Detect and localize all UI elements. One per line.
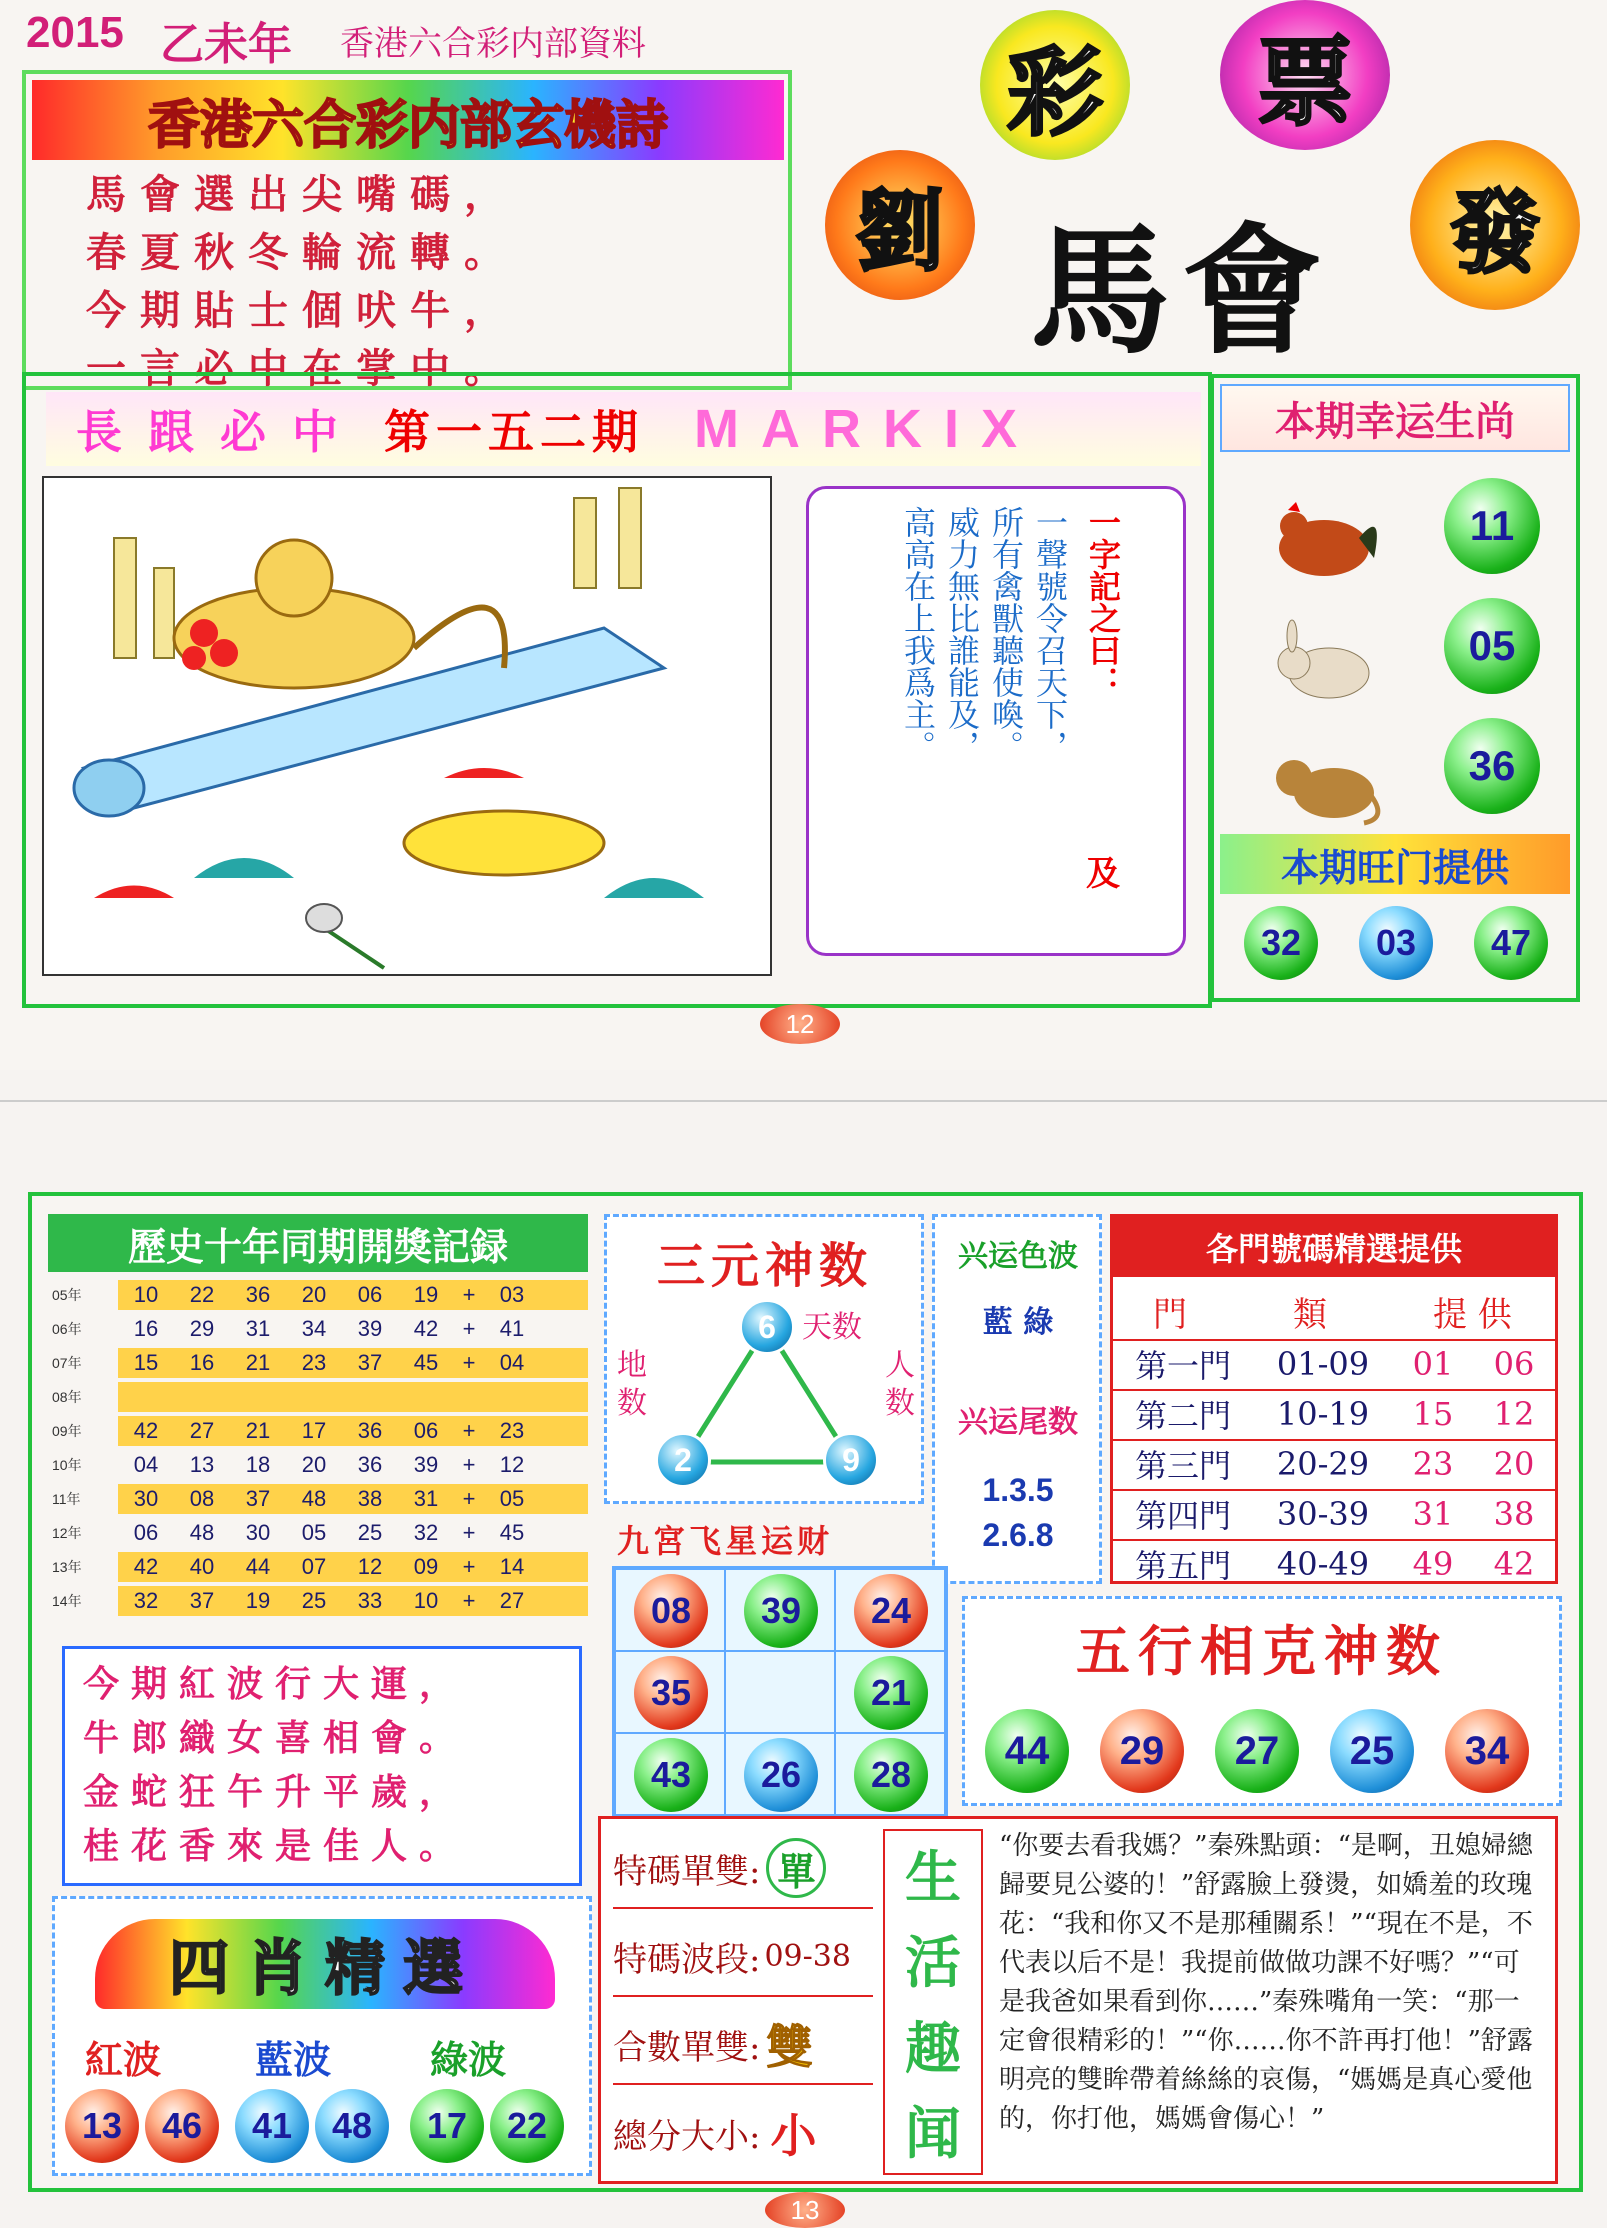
history-number: 48 (189, 1520, 215, 1545)
history-year: 11年 (52, 1491, 81, 1507)
palace-ball: 43 (634, 1738, 708, 1812)
palace-cell (724, 1568, 836, 1652)
red-poem-line: 桂花香來是佳人。 (83, 1825, 468, 1867)
history-number: 29 (189, 1316, 215, 1341)
title-char-2: 票 (1220, 0, 1390, 150)
rooster-image (1264, 498, 1384, 588)
history-number: 06 (357, 1282, 383, 1307)
top-page (0, 0, 1607, 1070)
sanyuan-left-label: 地数 (617, 1348, 647, 1421)
history-number: 20 (301, 1282, 327, 1307)
scroll-text (896, 506, 1072, 886)
main-frame (22, 372, 1212, 1008)
history-year: 05年 (52, 1287, 82, 1303)
fine-picks-title: 四肖精選 (95, 1919, 555, 2009)
poem-line: 今期貼士個吠牛， (86, 287, 518, 334)
history-plus: + (462, 1486, 476, 1511)
history-number: 20 (301, 1452, 327, 1477)
history-number: 32 (413, 1520, 439, 1545)
history-number: 33 (357, 1588, 383, 1613)
doors-header-door: 門 (1153, 1295, 1187, 1335)
wuxing-box (962, 1596, 1562, 1806)
history-row (48, 1516, 568, 1550)
history-box (48, 1214, 588, 1634)
palace-ball: 26 (744, 1738, 818, 1812)
history-number: 17 (301, 1418, 327, 1443)
lucky-zodiac-title: 本期幸运生尚 (1220, 384, 1570, 452)
special-r2-label: 特碼波段: (613, 1939, 761, 1980)
history-special: 27 (499, 1588, 525, 1613)
scroll-line: 高高在上我爲主。 (899, 506, 937, 762)
hot-ball: 03 (1359, 906, 1433, 980)
scroll-answer: 及 (1086, 854, 1120, 894)
sanyuan-right-label: 人数 (885, 1348, 915, 1421)
wuxing-ball: 34 (1445, 1709, 1529, 1793)
history-year: 13年 (52, 1559, 82, 1575)
hot-ball: 47 (1474, 906, 1548, 980)
palace-ball: 39 (744, 1574, 818, 1648)
pick-ball: 13 (65, 2089, 139, 2163)
history-number: 09 (413, 1554, 439, 1579)
page-number-top: 12 (760, 1004, 840, 1044)
history-number: 19 (245, 1588, 271, 1613)
palace-cell (834, 1650, 946, 1734)
door-pick-b: 42 (1473, 1539, 1555, 1587)
history-number: 06 (413, 1418, 439, 1443)
special-r2 (613, 1917, 873, 1997)
red-poem-lines (83, 1657, 467, 1873)
door-pick-b: 38 (1473, 1489, 1555, 1537)
history-year: 12年 (52, 1525, 82, 1541)
history-number: 21 (245, 1418, 271, 1443)
history-number: 39 (357, 1316, 383, 1341)
door-range: 20-29 (1253, 1439, 1393, 1487)
door-range: 40-49 (1253, 1539, 1393, 1587)
history-number: 42 (133, 1554, 159, 1579)
history-row (48, 1414, 568, 1448)
banner (46, 392, 1201, 466)
title-char-right: 發 (1410, 140, 1580, 310)
rabbit-image (1264, 618, 1384, 708)
palace-cell (614, 1650, 726, 1734)
poem-box (22, 70, 792, 390)
history-plus: + (462, 1554, 476, 1579)
history-table (48, 1278, 588, 1628)
poem-lines (86, 166, 518, 398)
history-number: 04 (133, 1452, 159, 1477)
palace-cell (724, 1732, 836, 1816)
palace-cell (834, 1568, 946, 1652)
door-pick-a: 49 (1393, 1539, 1473, 1587)
monkey-scene-image (44, 478, 770, 974)
color-wave-box (932, 1214, 1102, 1584)
history-number: 48 (301, 1486, 327, 1511)
history-number: 31 (413, 1486, 439, 1511)
history-year: 07年 (52, 1355, 82, 1371)
history-number: 18 (245, 1452, 271, 1477)
pick-ball: 48 (315, 2089, 389, 2163)
history-year: 14年 (52, 1593, 82, 1609)
poem-line: 馬會選出尖嘴碼， (86, 171, 518, 218)
sanyuan-top-ball: 6 (739, 1299, 795, 1355)
red-poem-line: 牛郎織女喜相會。 (83, 1717, 468, 1759)
history-number: 31 (245, 1316, 271, 1341)
history-number: 06 (133, 1520, 159, 1545)
red-poem-line: 今期紅波行大運， (83, 1663, 468, 1705)
life-title-char: 趣 (905, 2015, 961, 2082)
history-row (48, 1346, 568, 1380)
special-r4-value: 小 (770, 2109, 817, 2163)
history-number: 36 (357, 1418, 383, 1443)
sanyuan-right-ball: 9 (823, 1432, 879, 1488)
history-plus: + (462, 1350, 476, 1375)
palace-ball: 24 (854, 1574, 928, 1648)
bottom-page (28, 1192, 1583, 2192)
history-number: 37 (189, 1588, 215, 1613)
history-number: 42 (413, 1316, 439, 1341)
history-number: 07 (301, 1554, 327, 1579)
palace-ball: 35 (634, 1656, 708, 1730)
page-number-bottom: 13 (765, 2192, 845, 2228)
sanyuan-top-label: 天数 (802, 1310, 862, 1345)
sanyuan-title: 三元神数 (656, 1238, 873, 1294)
history-number: 22 (189, 1282, 215, 1307)
pick-ball: 22 (490, 2089, 564, 2163)
special-r1 (613, 1829, 873, 1909)
red-poem-line: 金蛇狂午升平歲， (83, 1771, 468, 1813)
history-special: 05 (499, 1486, 525, 1511)
scroll-line: 威力無比誰能及， (943, 506, 981, 762)
tail-title: 兴运尾数 (958, 1405, 1078, 1440)
scroll-line: 一聲號令召天下， (1031, 506, 1069, 762)
scroll (786, 476, 1206, 976)
year-label: 2015 (26, 8, 124, 57)
blue-wave-label: 藍波 (255, 2037, 332, 2082)
special-r3-label: 合數單雙: (613, 2027, 761, 2068)
history-number: 10 (413, 1588, 439, 1613)
door-pick-a: 31 (1393, 1489, 1473, 1537)
color-wave-value: 藍 綠 (982, 1305, 1054, 1340)
history-number: 44 (245, 1554, 271, 1579)
door-pick-a: 23 (1393, 1439, 1473, 1487)
title-char-left: 劉 (825, 150, 975, 300)
wuxing-ball: 44 (985, 1709, 1069, 1793)
door-name: 第三門 (1113, 1439, 1253, 1487)
life-title-char: 活 (905, 1930, 961, 1997)
door-pick-b: 06 (1473, 1339, 1555, 1387)
title-char-1: 彩 (980, 10, 1130, 160)
history-number: 23 (301, 1350, 327, 1375)
door-range: 01-09 (1253, 1339, 1393, 1387)
history-number: 21 (245, 1350, 271, 1375)
sanyuan-box (604, 1214, 924, 1504)
history-row (48, 1550, 568, 1584)
wuxing-ball: 27 (1215, 1709, 1299, 1793)
banner-left: 長跟必中 (76, 405, 364, 459)
life-title (883, 1829, 983, 2175)
history-row (48, 1380, 568, 1414)
red-poem-box (62, 1646, 582, 1886)
special-r1-label: 特碼單雙: (613, 1851, 761, 1892)
monkey-illustration (42, 476, 772, 976)
doors-title: 各門號碼精選提供 (1113, 1217, 1555, 1277)
poem-line: 春夏秋冬輪流轉。 (86, 229, 518, 276)
history-title: 歷史十年同期開獎記録 (48, 1214, 588, 1272)
scroll-title: 一字記之曰： (1084, 506, 1122, 698)
history-number: 16 (133, 1316, 159, 1341)
special-r3-value: 雙 (766, 2020, 813, 2074)
history-row (48, 1278, 568, 1312)
door-name: 第一門 (1113, 1339, 1253, 1387)
history-plus: + (462, 1588, 476, 1613)
history-number: 08 (189, 1486, 215, 1511)
special-r1-value: 單 (766, 1838, 826, 1898)
hot-ball: 32 (1244, 906, 1318, 980)
header-subtitle: 香港六合彩内部資料 (340, 24, 646, 64)
history-row (48, 1584, 568, 1618)
history-number: 30 (133, 1486, 159, 1511)
doors-header-provide: 提 供 (1433, 1295, 1512, 1335)
door-range: 30-39 (1253, 1489, 1393, 1537)
door-pick-b: 20 (1473, 1439, 1555, 1487)
tail-line-2: 2.6.8 (982, 1517, 1054, 1553)
history-special: 04 (499, 1350, 525, 1375)
history-number: 39 (413, 1452, 439, 1477)
special-r4 (613, 2093, 873, 2173)
page-divider (0, 1100, 1607, 1102)
history-year: 10年 (52, 1457, 82, 1473)
history-plus: + (462, 1520, 476, 1545)
history-number: 38 (357, 1486, 383, 1511)
palace-ball: 08 (634, 1574, 708, 1648)
palace-cell (834, 1732, 946, 1816)
history-plus: + (462, 1316, 476, 1341)
wuxing-ball: 29 (1100, 1709, 1184, 1793)
history-number: 36 (245, 1282, 271, 1307)
history-number: 10 (133, 1282, 159, 1307)
history-number: 13 (189, 1452, 215, 1477)
history-row (48, 1312, 568, 1346)
lucky-zodiac-box (1210, 374, 1580, 1002)
wuxing-title: 五行相克神数 (1076, 1619, 1448, 1683)
history-year: 08年 (52, 1389, 82, 1405)
history-number: 15 (133, 1350, 159, 1375)
title-main: 馬會 (1030, 211, 1335, 374)
history-row (48, 1448, 568, 1482)
pick-ball: 46 (145, 2089, 219, 2163)
history-number: 40 (189, 1554, 215, 1579)
poem-line: 一言必中在掌中。 (86, 345, 518, 392)
history-number: 45 (413, 1350, 439, 1375)
door-name: 第二門 (1113, 1389, 1253, 1437)
year-name: 乙未年 (160, 19, 292, 70)
door-range: 10-19 (1253, 1389, 1393, 1437)
wuxing-ball: 25 (1330, 1709, 1414, 1793)
palace-cell (614, 1732, 726, 1816)
tail-line-1: 1.3.5 (982, 1472, 1054, 1508)
history-year: 06年 (52, 1321, 82, 1337)
history-row (48, 1482, 568, 1516)
history-special: 23 (499, 1418, 525, 1443)
doors-header-type: 類 (1293, 1295, 1327, 1335)
door-pick-b: 12 (1473, 1389, 1555, 1437)
history-number: 36 (357, 1452, 383, 1477)
poem-title: 香港六合彩内部玄機詩 (32, 80, 784, 160)
sanyuan-left-ball: 2 (655, 1432, 711, 1488)
palace-ball: 21 (854, 1656, 928, 1730)
color-wave-title: 兴运色波 (958, 1239, 1078, 1274)
door-pick-a: 15 (1393, 1389, 1473, 1437)
banner-brand: MARKIX (694, 399, 1039, 459)
history-number: 19 (413, 1282, 439, 1307)
life-text: “你要去看我媽？”秦殊點頭：“是啊，丑媳婦總歸要見公婆的！”舒露臉上發燙，如嬌羞的玫瑰花：“我和你又不是那種關系！”“現在不是，不代表以后不是！我提前做做功課不好嗎？”“可是我爸如果看到你……”秦殊嘴角一笑：“那一定會很精彩的！”“你……你不許再打他！”舒露明亮的雙眸帶着絲絲的哀傷，“媽媽是真心愛他的，你打他，媽媽會傷心！” (999, 1831, 1533, 2134)
lucky-ball: 36 (1444, 718, 1540, 814)
lucky-ball: 05 (1444, 598, 1540, 694)
special-r2-value: 09-38 (764, 1938, 851, 1974)
special-box (598, 1816, 1558, 2184)
door-name: 第五門 (1113, 1539, 1253, 1587)
history-number: 12 (357, 1554, 383, 1579)
history-number: 37 (245, 1486, 271, 1511)
palace-ball: 28 (854, 1738, 928, 1812)
palace-cell (724, 1650, 836, 1734)
lucky-ball: 11 (1444, 478, 1540, 574)
history-number: 05 (301, 1520, 327, 1545)
monkey-image (1264, 738, 1384, 828)
hot-door-title: 本期旺门提供 (1220, 834, 1570, 894)
history-number: 25 (301, 1588, 327, 1613)
door-pick-a: 01 (1393, 1339, 1473, 1387)
pick-ball: 41 (235, 2089, 309, 2163)
fine-picks-box (52, 1896, 592, 2176)
history-plus: + (462, 1418, 476, 1443)
history-number: 37 (357, 1350, 383, 1375)
pick-ball: 17 (410, 2089, 484, 2163)
door-name: 第四門 (1113, 1489, 1253, 1537)
history-number: 25 (357, 1520, 383, 1545)
history-year: 09年 (52, 1423, 82, 1439)
life-title-char: 闻 (905, 2101, 961, 2168)
history-number: 42 (133, 1418, 159, 1443)
history-number: 34 (301, 1316, 327, 1341)
history-number: 30 (245, 1520, 271, 1545)
history-special: 03 (499, 1282, 525, 1307)
history-number: 32 (133, 1588, 159, 1613)
doors-box (1110, 1214, 1558, 1584)
green-wave-label: 綠波 (430, 2037, 507, 2082)
red-wave-label: 紅波 (85, 2037, 162, 2082)
history-special: 45 (499, 1520, 525, 1545)
special-r3 (613, 2005, 873, 2085)
history-special: 14 (499, 1554, 525, 1579)
life-title-char: 生 (905, 1844, 961, 1911)
nine-palace-grid (612, 1566, 948, 1816)
history-plus: + (462, 1452, 476, 1477)
history-number: 27 (189, 1418, 215, 1443)
special-r4-label: 總分大小: (613, 2116, 761, 2157)
scroll-line: 所有禽獸聽使喚。 (987, 506, 1025, 762)
history-plus: + (462, 1282, 476, 1307)
history-special: 12 (499, 1452, 525, 1477)
palace-cell (614, 1568, 726, 1652)
history-special: 41 (499, 1316, 525, 1341)
nine-palace-title: 九宮飞星运财 (617, 1522, 834, 1560)
banner-issue: 第一五二期 (384, 405, 644, 459)
history-number: 16 (189, 1350, 215, 1375)
